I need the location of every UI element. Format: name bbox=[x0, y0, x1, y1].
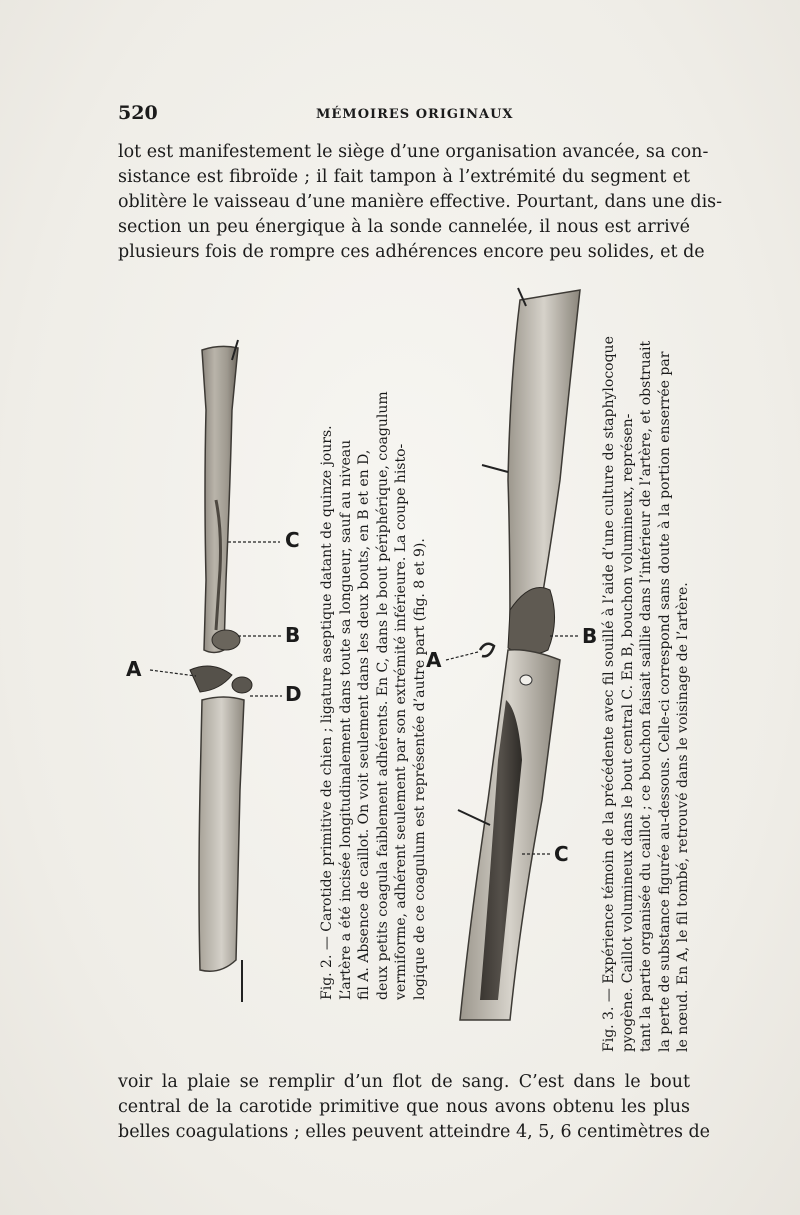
text-line: oblitère le vaisseau d’une manière effective. Pourtant, dans une dis- bbox=[118, 192, 723, 212]
caption-line: vermiforme, adhérent seulement par son extrémité inférieure. La coupe histo- bbox=[393, 443, 409, 1000]
caption-line: logique de ce coagulum est représentée d’autre part (fig. 8 et 9). bbox=[411, 538, 428, 1000]
text-line: section un peu énergique à la sonde cannelée, il nous est arrivé bbox=[118, 217, 690, 237]
caption-line: L’artère a été incisée longitudinalement dans toute sa longueur, sauf au niveau bbox=[337, 439, 354, 1000]
page-number: 520 bbox=[118, 102, 158, 124]
figure-2-label-d: D bbox=[285, 682, 302, 706]
top-paragraph bbox=[118, 140, 723, 265]
running-header bbox=[118, 102, 688, 130]
bottom-paragraph bbox=[118, 1070, 711, 1145]
caption-line: fil A. Absence de caillot. On voit seulement dans les deux bouts, en B et en D, bbox=[356, 449, 372, 1000]
coagulum-d bbox=[232, 677, 252, 693]
artery-upper-segment bbox=[508, 290, 580, 630]
figure-2-illustration bbox=[120, 330, 320, 1020]
figure-3-illustration bbox=[410, 280, 600, 1050]
caption-line: deux petits coagula faiblement adhérents. En C, dans le bout périphérique, coagulum bbox=[374, 391, 391, 1000]
figure-3-caption bbox=[600, 262, 693, 1052]
figure-3-label-b: B bbox=[582, 624, 598, 648]
artery-upper-segment bbox=[202, 346, 238, 652]
caption-line: le nœud. En A, le fil tombé, retrouvé dans le voisinage de l’artère. bbox=[675, 582, 691, 1052]
caption-line: Fig. 2. — Carotide primitive de chien ; ligature aseptique datant de quinze jours. bbox=[319, 425, 335, 1000]
text-line: plusieurs fois de rompre ces adhérences encore peu solides, et de bbox=[118, 242, 705, 262]
figure-2-artery-drawing bbox=[120, 330, 320, 1020]
figure-3-label-c: C bbox=[554, 842, 569, 866]
caption-line: tant la partie organisée du caillot ; ce bouchon faisait saillie dans l’intérieur de l’artère, et obstruait bbox=[638, 340, 654, 1052]
ligature-thread-a bbox=[190, 666, 232, 692]
text-line: lot est manifestement le siège d’une organisation avancée, sa con- bbox=[118, 142, 709, 162]
running-title: MÉMOIRES ORIGINAUX bbox=[316, 107, 514, 122]
figure-3-label-a: A bbox=[426, 648, 442, 672]
figure-2-label-b: B bbox=[285, 623, 301, 647]
text-line: voir la plaie se remplir d’un flot de sang. C’est dans le bout bbox=[118, 1072, 690, 1092]
text-line: sistance est fibroïde ; il fait tampon à l’extrémité du segment et bbox=[118, 167, 690, 187]
figure-2-label-a: A bbox=[126, 657, 142, 681]
coagulum-b bbox=[212, 630, 240, 650]
text-line: belles coagulations ; elles peuvent atteindre 4, 5, 6 centimètres de bbox=[118, 1122, 711, 1142]
figure-2-label-c: C bbox=[285, 528, 300, 552]
text-line: central de la carotide primitive que nous avons obtenu les plus bbox=[118, 1097, 690, 1117]
caption-line: pyogène. Caillot volumineux dans le bout central C. En B, bouchon volumineux, représen- bbox=[619, 413, 636, 1052]
caption-line: Fig. 3. — Expérience témoin de la précédente avec fil souillé à l’aide d’une culture de staphylocoque bbox=[601, 336, 617, 1052]
artery-lower-segment bbox=[199, 697, 244, 971]
caption-line: la perte de substance figurée au-dessous. Celle-ci correspond sans doute à la portion enserrée par bbox=[656, 351, 673, 1052]
